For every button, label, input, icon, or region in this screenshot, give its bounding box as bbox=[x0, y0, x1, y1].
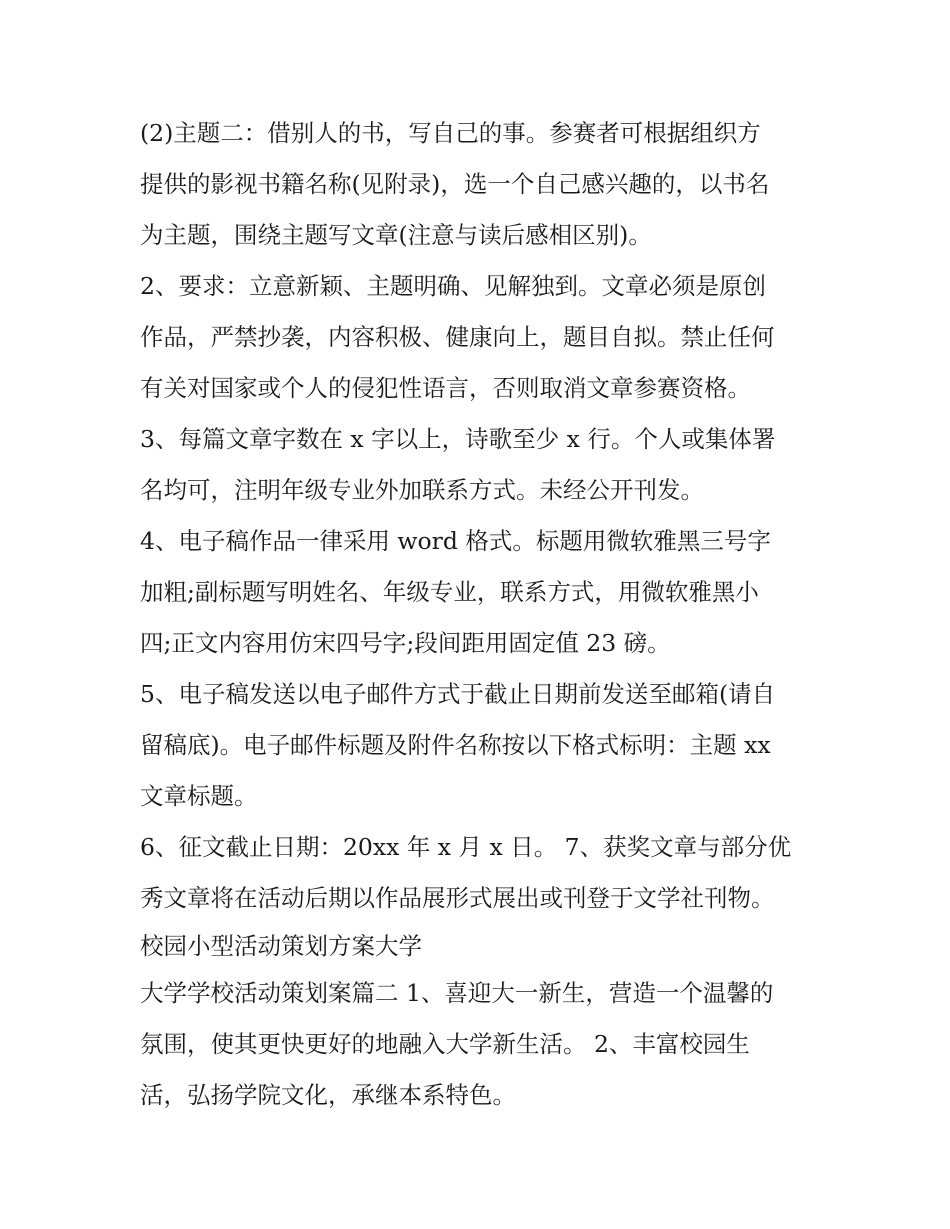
section-heading bbox=[140, 924, 820, 968]
text-line: 四;正文内容用仿宋四号字;段间距用固定值 23 磅。 bbox=[140, 629, 671, 657]
heading-text: 校园小型活动策划方案大学 bbox=[140, 932, 422, 960]
text-line: (2)主题二：借别人的书，写自己的事。参赛者可根据组织方 bbox=[140, 119, 761, 147]
text-line: 加粗;副标题写明姓名、年级专业，联系方式，用微软雅黑小 bbox=[140, 578, 759, 606]
text-line: 氛围，使其更快更好的地融入大学新生活。 2、丰富校园生 bbox=[140, 1030, 750, 1058]
text-line: 为主题，围绕主题写文章(注意与读后感相区别)。 bbox=[140, 221, 652, 249]
document-page bbox=[140, 108, 820, 1121]
text-line: 3、每篇文章字数在 x 字以上，诗歌至少 x 行。个人或集体署 bbox=[140, 425, 776, 453]
text-line: 活，弘扬学院文化，承继本系特色。 bbox=[140, 1081, 516, 1109]
text-line: 提供的影视书籍名称(见附录)，选一个自己感兴趣的，以书名 bbox=[140, 170, 770, 198]
text-line: 2、要求：立意新颖、主题明确、见解独到。文章必须是原创 bbox=[140, 272, 766, 300]
paragraph-theme-two bbox=[140, 108, 820, 261]
text-line: 名均可，注明年级专业外加联系方式。未经公开刊发。 bbox=[140, 476, 704, 504]
text-line: 6、征文截止日期：20xx 年 x 月 x 日。 7、获奖文章与部分优 bbox=[140, 833, 792, 861]
text-line: 作品，严禁抄袭，内容积极、健康向上，题目自拟。禁止任何 bbox=[140, 323, 775, 351]
paragraph-requirement-3 bbox=[140, 414, 820, 516]
paragraph-requirement-4 bbox=[140, 516, 820, 669]
text-line: 留稿底)。电子邮件标题及附件名称按以下格式标明：主题 xx bbox=[140, 731, 771, 759]
text-line: 5、电子稿发送以电子邮件方式于截止日期前发送至邮箱(请自 bbox=[140, 680, 776, 708]
text-line: 有关对国家或个人的侵犯性语言，否则取消文章参赛资格。 bbox=[140, 374, 751, 402]
text-line: 4、电子稿作品一律采用 word 格式。标题用微软雅黑三号字 bbox=[140, 527, 771, 555]
text-line: 文章标题。 bbox=[140, 782, 258, 810]
paragraph-requirement-5 bbox=[140, 669, 820, 822]
paragraph-plan-two bbox=[140, 968, 820, 1121]
paragraph-requirement-6-7 bbox=[140, 822, 820, 924]
paragraph-requirement-2 bbox=[140, 261, 820, 414]
text-line: 秀文章将在活动后期以作品展形式展出或刊登于文学社刊物。 bbox=[140, 884, 775, 912]
text-line: 大学学校活动策划案篇二 1、喜迎大一新生，营造一个温馨的 bbox=[140, 979, 774, 1007]
